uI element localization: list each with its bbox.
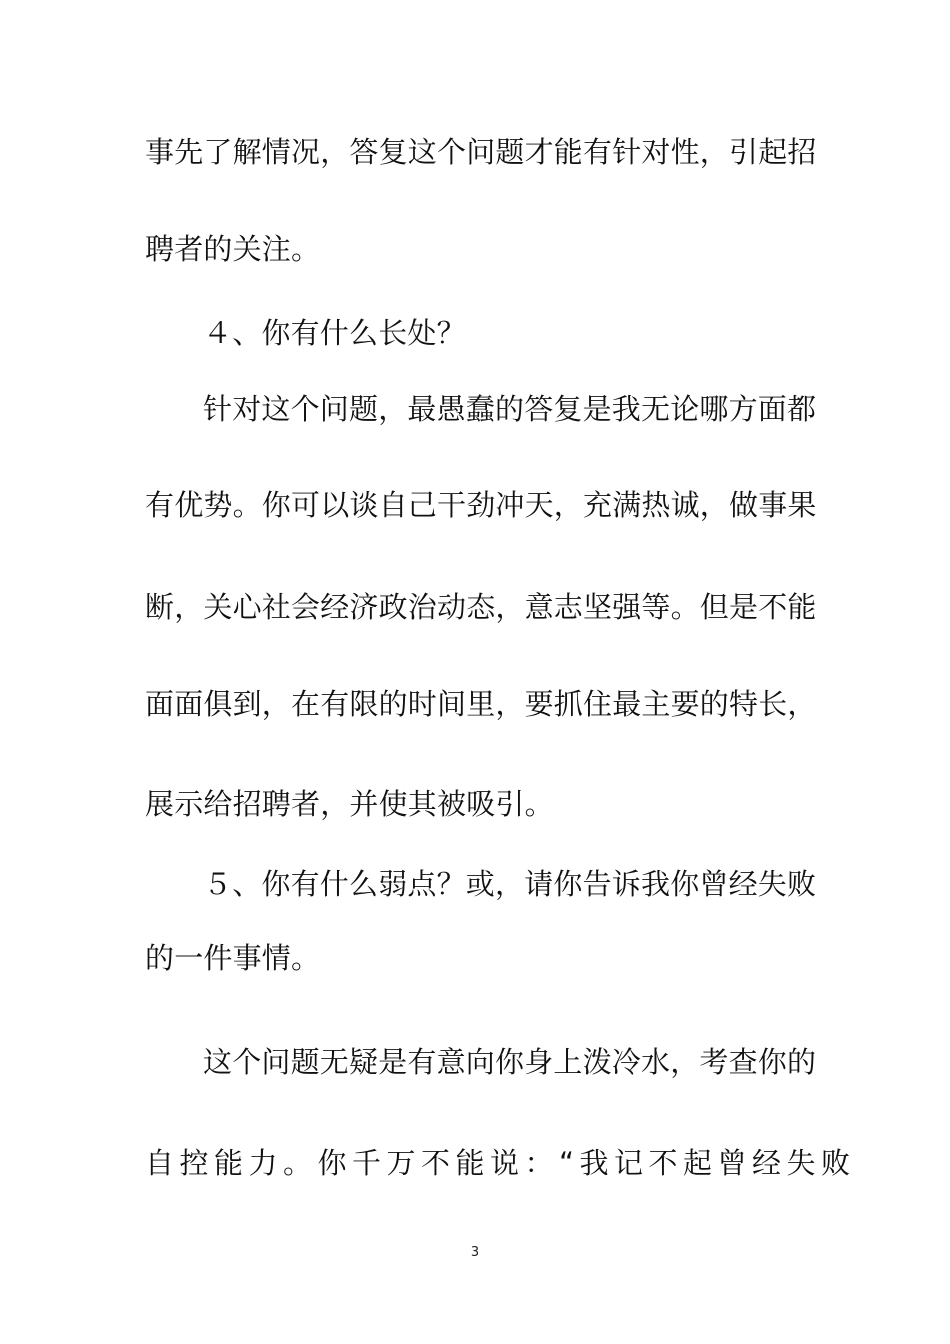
question-5-heading: ５、你有什么弱点？或，请你告诉我你曾经失败 bbox=[203, 867, 817, 901]
text-line-12: 自控能力。你千万不能说：“我记不起曾经失败 bbox=[145, 1146, 856, 1180]
text-line-11: 这个问题无疑是有意向你身上泼冷水，考查你的 bbox=[203, 1045, 817, 1079]
text-line-1: 事先了解情况，答复这个问题才能有针对性，引起招 bbox=[145, 135, 817, 169]
question-4-heading: ４、你有什么长处？ bbox=[203, 316, 466, 350]
text-line-4: 针对这个问题，最愚蠢的答复是我无论哪方面都 bbox=[203, 392, 817, 426]
text-line-2: 聘者的关注。 bbox=[145, 232, 321, 266]
text-line-5: 有优势。你可以谈自己干劲冲天，充满热诚，做事果 bbox=[145, 488, 817, 522]
text-line-7: 面面俱到，在有限的时间里，要抓住最主要的特长， bbox=[145, 687, 817, 721]
text-line-8: 展示给招聘者，并使其被吸引。 bbox=[145, 787, 554, 821]
text-line-6: 断，关心社会经济政治动态，意志坚强等。但是不能 bbox=[145, 590, 817, 624]
page-number: 3 bbox=[470, 1245, 480, 1260]
text-line-10: 的一件事情。 bbox=[145, 941, 321, 975]
